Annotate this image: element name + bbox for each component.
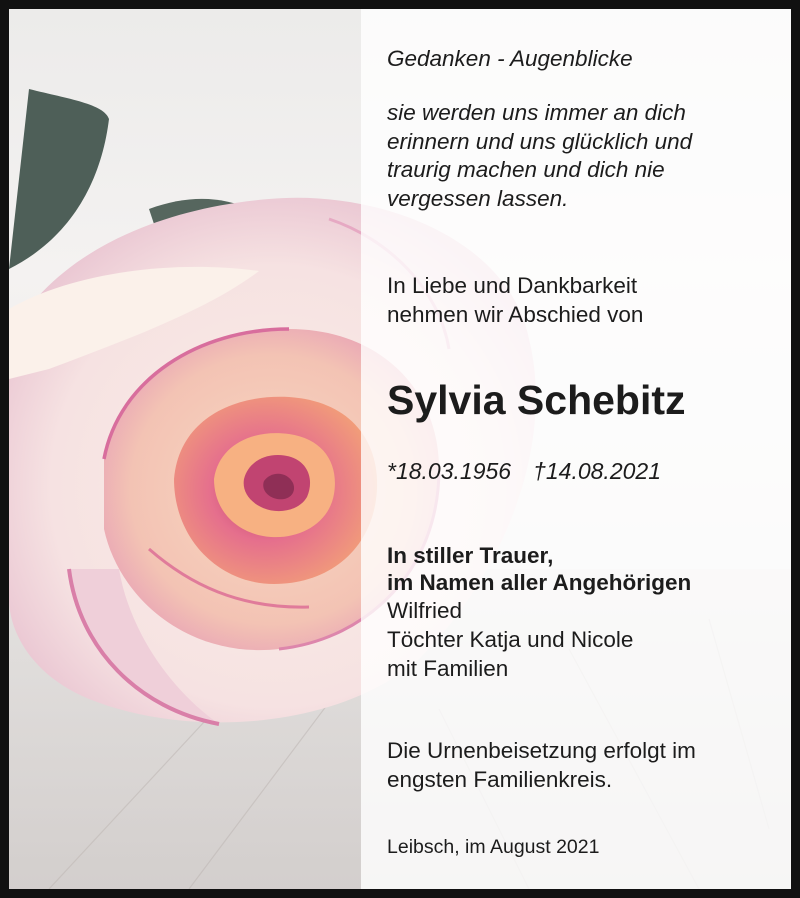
intro-text [387, 271, 643, 329]
heading: Gedanken - Augenblicke [387, 46, 633, 71]
mourning-heading-line: In stiller Trauer, [387, 543, 554, 568]
burial-note-line: Die Urnenbeisetzung erfolgt im [387, 738, 696, 763]
poem-line: sie werden uns immer an dich [387, 100, 686, 125]
poem [387, 99, 692, 213]
death-date: †14.08.2021 [533, 458, 661, 484]
life-dates [387, 457, 661, 485]
mourning-heading [387, 542, 691, 596]
burial-note-line: engsten Familienkreis. [387, 767, 613, 792]
deceased-name: Sylvia Schebitz [387, 377, 686, 423]
mourners-list [387, 596, 633, 683]
intro-line: In Liebe und Dankbarkeit [387, 273, 638, 298]
mourner-line: mit Familien [387, 656, 509, 681]
poem-line: vergessen lassen. [387, 185, 569, 211]
mourner-line: Wilfried [387, 598, 463, 623]
birth-date: *18.03.1956 [387, 458, 512, 484]
poem-line: erinnern und uns glücklich und [387, 128, 693, 154]
place-date: Leibsch, im August 2021 [387, 836, 600, 858]
intro-line: nehmen wir Abschied von [387, 302, 644, 327]
mourner-line: Töchter Katja und Nicole [387, 627, 634, 652]
mourning-heading-line: im Namen aller Angehörigen [387, 570, 692, 595]
poem-line: traurig machen und dich nie [387, 157, 665, 182]
burial-note [387, 736, 696, 794]
